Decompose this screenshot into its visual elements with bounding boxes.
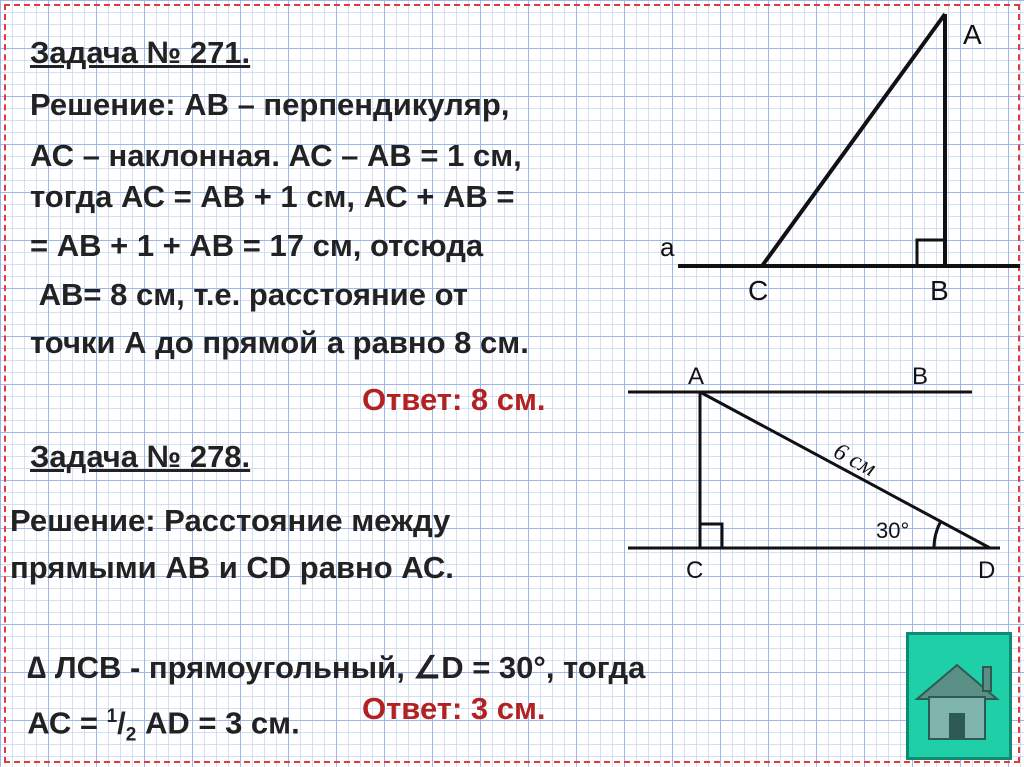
- task-271-title: Задача № 271.: [30, 35, 251, 70]
- label-a-line: a: [660, 232, 675, 262]
- task-278-line-3-prefix: ∆ ЛСВ - прямоугольный,: [27, 650, 414, 685]
- label-hypotenuse: 6 см: [829, 438, 881, 482]
- label-D-278: D: [978, 557, 996, 584]
- home-button[interactable]: [906, 632, 1012, 760]
- segment-AD: [700, 392, 990, 548]
- task-271-line-5: АВ= 8 см, т.е. расстояние от: [30, 277, 468, 312]
- home-icon: [909, 635, 1009, 757]
- task-278-line-3-suffix: D = 30°, тогда: [441, 650, 646, 685]
- right-angle-mark-C: [700, 524, 722, 548]
- task-271-answer: Ответ: 8 см.: [362, 382, 546, 417]
- task-271-line-4: = АВ + 1 + АВ = 17 см, отсюда: [30, 228, 484, 263]
- task-278-line-4-suffix: AD = 3 см.: [136, 705, 300, 741]
- task-278-line-4-prefix: АС =: [27, 705, 107, 741]
- label-A-271: А: [963, 19, 982, 50]
- label-A-278: А: [688, 363, 705, 390]
- task-271-line-3: тогда АС = АВ + 1 см, АС + АВ =: [30, 179, 515, 214]
- fraction-slash: /: [117, 705, 126, 741]
- label-B-271: В: [930, 275, 949, 306]
- angle-arc-D: [934, 521, 941, 548]
- label-B-278: В: [912, 363, 929, 390]
- fraction-denominator: 2: [125, 724, 137, 746]
- task-278-line-1: Решение: Расстояние между: [10, 503, 451, 538]
- task-278-answer: Ответ: 3 см.: [362, 691, 546, 726]
- task-271-line-1: Решение: АВ – перпендикуляр,: [30, 87, 510, 122]
- task-278-title: Задача № 278.: [30, 439, 251, 474]
- fraction-numerator: 1: [106, 706, 118, 727]
- label-angle-30: 30°: [876, 518, 910, 543]
- task-271-line-6: точки А до прямой а равно 8 см.: [30, 325, 529, 360]
- task-278-line-2: прямыми АВ и CD равно АС.: [10, 550, 454, 585]
- label-C-278: С: [686, 557, 704, 584]
- angle-symbol: ∠: [413, 650, 442, 685]
- task-271-line-2: АС – наклонная. АС – АВ = 1 см,: [30, 138, 522, 173]
- label-C-271: С: [748, 275, 769, 306]
